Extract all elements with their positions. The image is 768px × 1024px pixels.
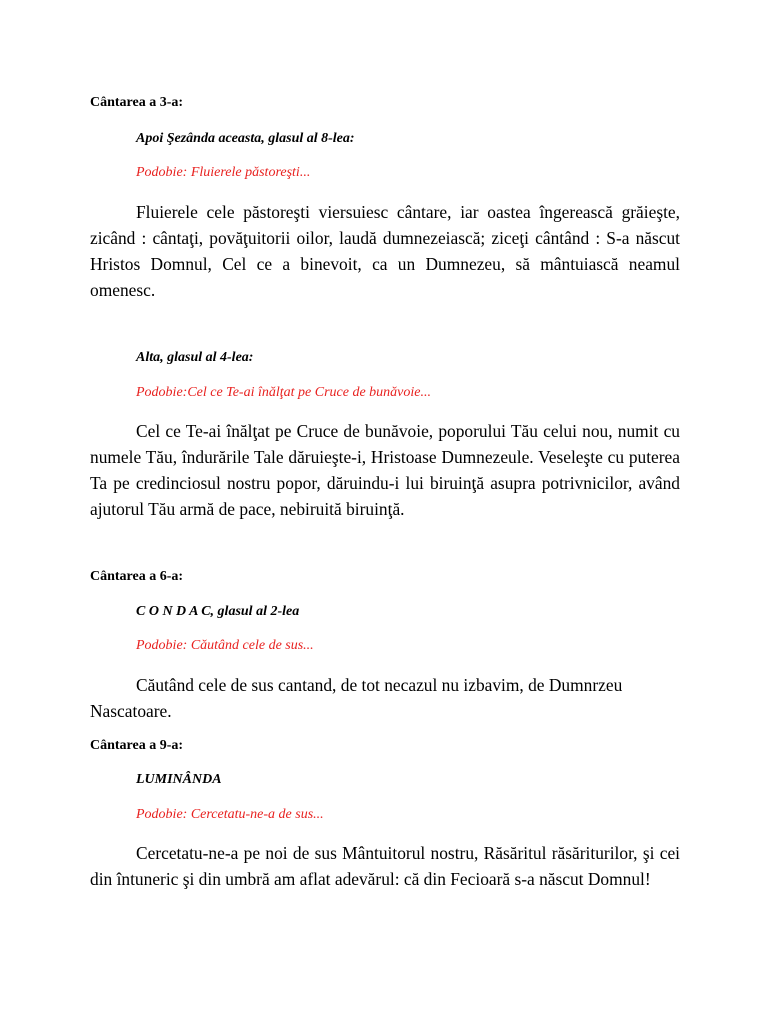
hymn-title-sezanda: Apoi Şezânda aceasta, glasul al 8-lea: xyxy=(136,131,355,146)
hymn-text-cautand: Căutând cele de sus cantand, de tot necazul nu izbavim, de Dumnrzeu Nascatoare. xyxy=(90,675,623,721)
section-heading-cantarea-3: Cântarea a 3-a: xyxy=(90,95,184,110)
hymn-title-alta: Alta, glasul al 4-lea: xyxy=(136,350,254,365)
hymn-title-luminanda: LUMINÂNDA xyxy=(136,772,222,787)
podobie-cel-ce: Podobie:Cel ce Te-ai înălţat pe Cruce de bunăvoie... xyxy=(136,385,431,400)
section-heading-cantarea-6: Cântarea a 6-a: xyxy=(90,569,184,584)
section-heading-cantarea-9: Cântarea a 9-a: xyxy=(90,738,184,753)
hymn-title-condac: C O N D A C, glasul al 2-lea xyxy=(136,604,300,619)
podobie-cercetatu: Podobie: Cercetatu-ne-a de sus... xyxy=(136,807,324,822)
podobie-fluierele: Podobie: Fluierele păstoreşti... xyxy=(136,165,311,180)
podobie-cautand: Podobie: Căutând cele de sus... xyxy=(136,638,314,653)
hymn-text-fluierele: Fluierele cele păstoreşti viersuiesc cântare, iar oastea îngerească grăieşte, zicând : cântaţi, povăţuitorii oilor, laudă dumnezeiască; ziceţi cântând : S-a născut Hristos Domnul, Cel ce a binevoit, ca un Dumnezeu, să mântuiască neamul omenesc. xyxy=(90,202,680,300)
hymn-text-cercetatu: Cercetatu-ne-a pe noi de sus Mântuitorul nostru, Răsăritul răsăriturilor, şi cei din întuneric şi din umbră am aflat adevărul: că din Fecioară s-a născut Domnul! xyxy=(90,843,680,889)
hymn-text-cel-ce: Cel ce Te-ai înălţat pe Cruce de bunăvoie, poporului Tău celui nou, numit cu numele Tău, îndurările Tale dăruieşte-i, Hristoase Dumnezeule. Veseleşte cu puterea Ta pe credinciosul nostru popor, dăruindu-i lui biruinţă asupra potrivnicilor, având ajutorul Tău armă de pace, nebiruită biruinţă. xyxy=(90,421,680,519)
